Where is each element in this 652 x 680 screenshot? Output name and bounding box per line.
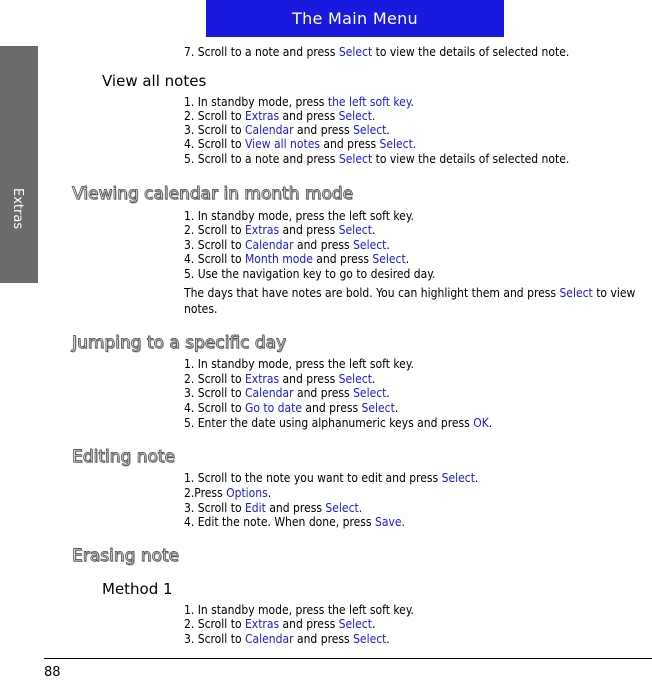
step: 2. Scroll to Extras and press Select. [184,109,376,123]
step: 1. In standby mode, press the left soft key. [184,357,414,371]
step: 1. In standby mode, press the left soft key. [184,603,414,617]
sidebar-label: Extras [10,188,25,230]
step: 7. Scroll to a note and press Select to view the details of selected note. [184,45,570,59]
header-title: The Main Menu [292,9,418,28]
step: 4. Scroll to Go to date and press Select. [184,401,399,415]
step: 5. Use the navigation key to go to desired day. [184,267,436,281]
step: 1. In standby mode, press the left soft key. [184,95,414,109]
section-heading-editing-note: Editing note [72,447,175,467]
section-heading-month-mode: Viewing calendar in month mode [72,184,354,204]
page-number: 88 [44,665,61,680]
section-heading-specific-day: Jumping to a specific day [72,333,287,353]
step: 3. Scroll to Calendar and press Select. [184,386,390,400]
note-paragraph: The days that have notes are bold. You can highlight them and press Select to view notes. [184,286,636,316]
step: 3. Scroll to Edit and press Select. [184,501,363,515]
step: 3. Scroll to Calendar and press Select. [184,632,390,646]
page-header [206,0,504,37]
step: 2. Scroll to Extras and press Select. [184,617,376,631]
step: 3. Scroll to Calendar and press Select. [184,238,390,252]
subheading-method-1: Method 1 [102,580,173,598]
step: 1. Scroll to the note you want to edit and press Select. [184,471,479,485]
step: 3. Scroll to Calendar and press Select. [184,123,390,137]
step: 2. Scroll to Extras and press Select. [184,372,376,386]
sidebar-tab [0,46,38,283]
subheading-view-all-notes: View all notes [102,72,207,90]
step: 4. Scroll to Month mode and press Select. [184,252,410,266]
step: 2. Scroll to Extras and press Select. [184,223,376,237]
step: 1. In standby mode, press the left soft key. [184,209,414,223]
step: 4. Scroll to View all notes and press Select. [184,137,417,151]
footer-rule [44,658,652,659]
step: 4. Edit the note. When done, press Save. [184,515,405,529]
step: 5. Scroll to a note and press Select to view the details of selected note. [184,152,570,166]
step: 5. Enter the date using alphanumeric keys and press OK. [184,416,493,430]
step: 2.Press Options. [184,486,272,500]
section-heading-erasing-note: Erasing note [72,546,179,566]
